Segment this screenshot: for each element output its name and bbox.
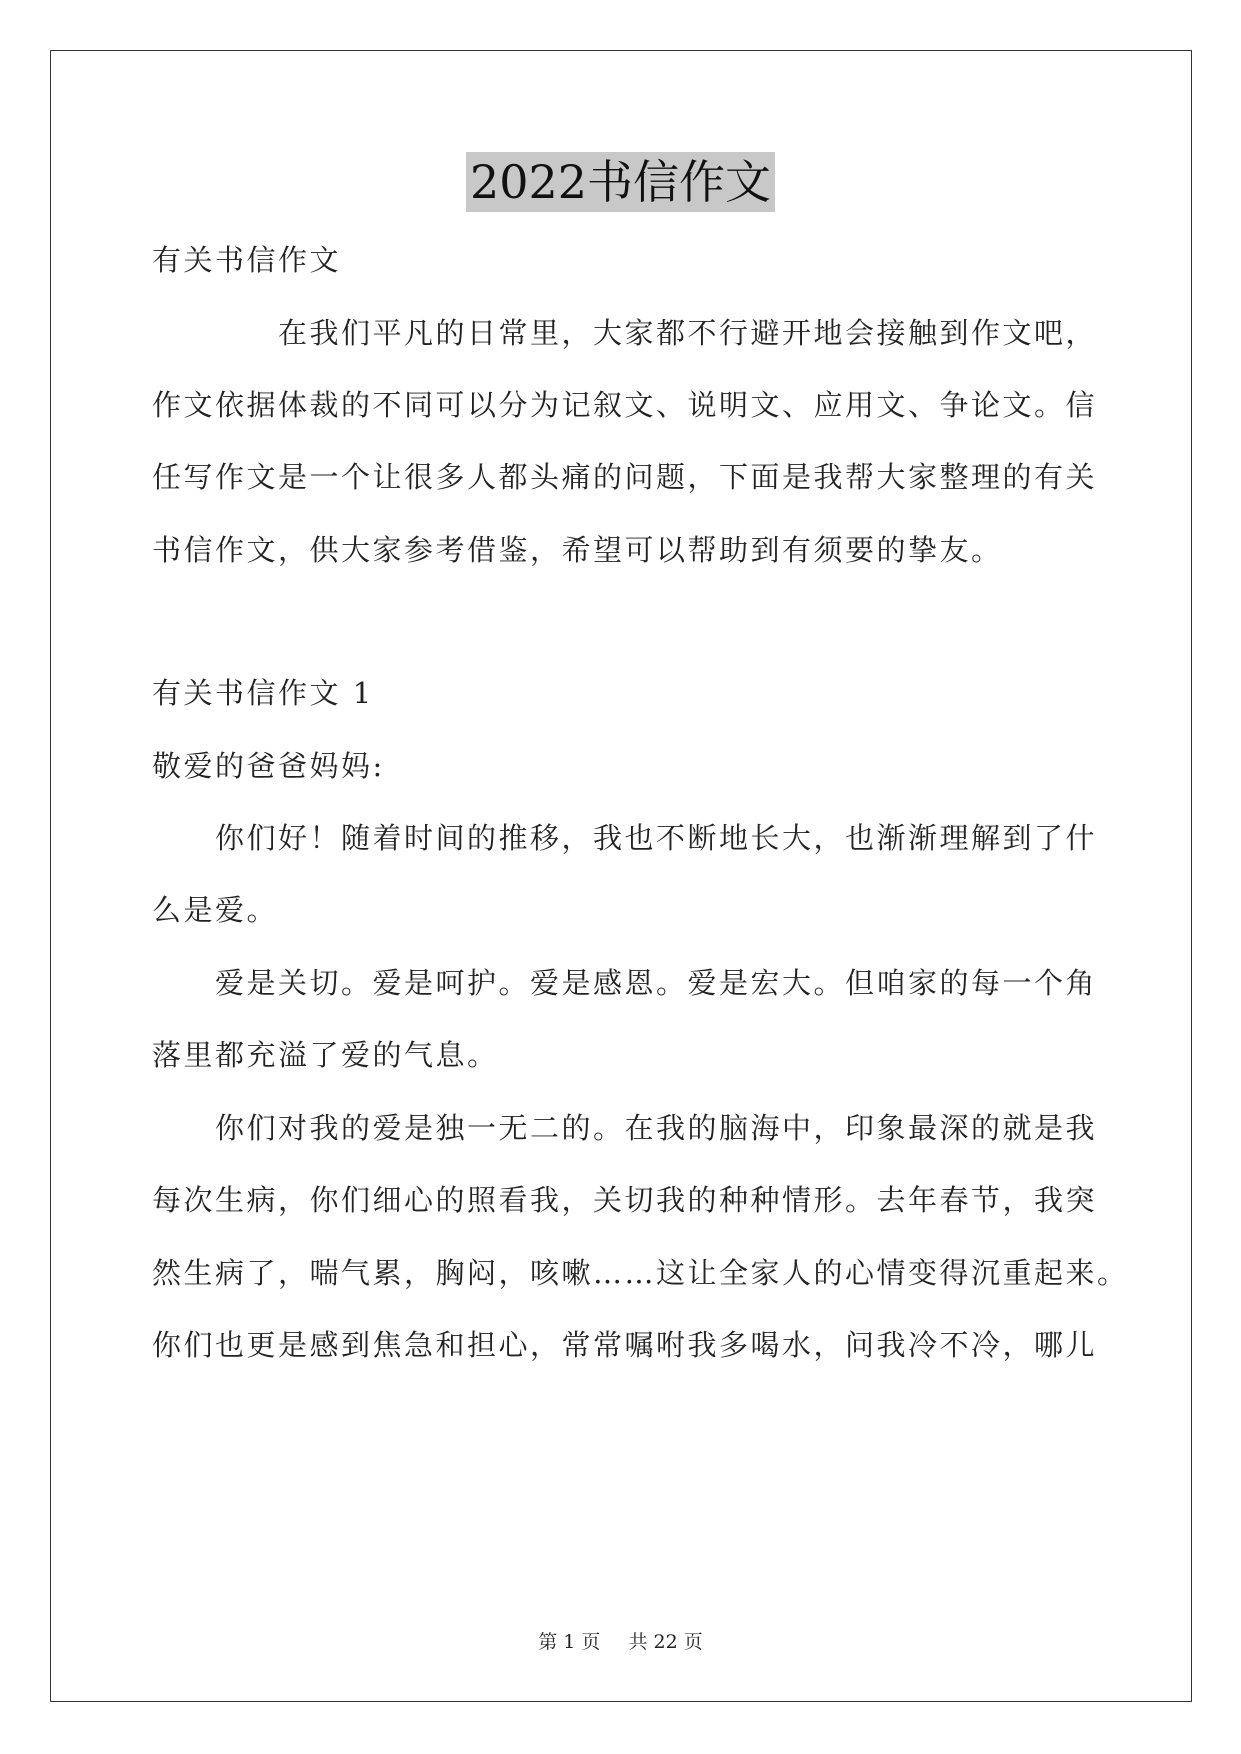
- page-border: [50, 50, 1192, 1702]
- paragraph-line: 你们对我的爱是独一无二的。在我的脑海中，印象最深的就是我: [215, 1111, 1098, 1145]
- document-title-text: 2022书信作文: [466, 152, 775, 212]
- document-title: [0, 152, 1241, 212]
- paragraph-line: 作文依据体裁的不同可以分为记叙文、说明文、应用文、争论文。信: [152, 388, 1098, 422]
- letter-salutation: 敬爱的爸爸妈妈:: [152, 749, 385, 783]
- paragraph-line: 在我们平凡的日常里，大家都不行避开地会接触到作文吧，: [278, 316, 1098, 350]
- paragraph-line: 爱是关切。爱是呵护。爱是感恩。爱是宏大。但咱家的每一个角: [215, 966, 1098, 1000]
- paragraph-line: 任写作文是一个让很多人都头痛的问题，下面是我帮大家整理的有关: [152, 460, 1098, 494]
- paragraph-line: 然生病了，喘气累，胸闷，咳嗽……这让全家人的心情变得沉重起来。: [152, 1256, 1129, 1290]
- page-total: 共 22 页: [628, 1631, 703, 1653]
- section-heading: 有关书信作文 1: [152, 676, 374, 710]
- paragraph-line: 么是爱。: [152, 893, 279, 927]
- paragraph-line: 你们好！随着时间的推移，我也不断地长大，也渐渐理解到了什: [215, 821, 1098, 855]
- paragraph-line: 每次生病，你们细心的照看我，关切我的种种情形。去年春节，我突: [152, 1183, 1098, 1217]
- paragraph-line: 你们也更是感到焦急和担心，常常嘱咐我多喝水，问我冷不冷，哪儿: [152, 1328, 1098, 1362]
- page-number: 第 1 页: [538, 1631, 601, 1653]
- page-footer: [0, 1630, 1241, 1654]
- paragraph-line: 落里都充溢了爱的气息。: [152, 1038, 499, 1072]
- section-heading: 有关书信作文: [152, 243, 342, 277]
- paragraph-line: 书信作文，供大家参考借鉴，希望可以帮助到有须要的挚友。: [152, 533, 1003, 567]
